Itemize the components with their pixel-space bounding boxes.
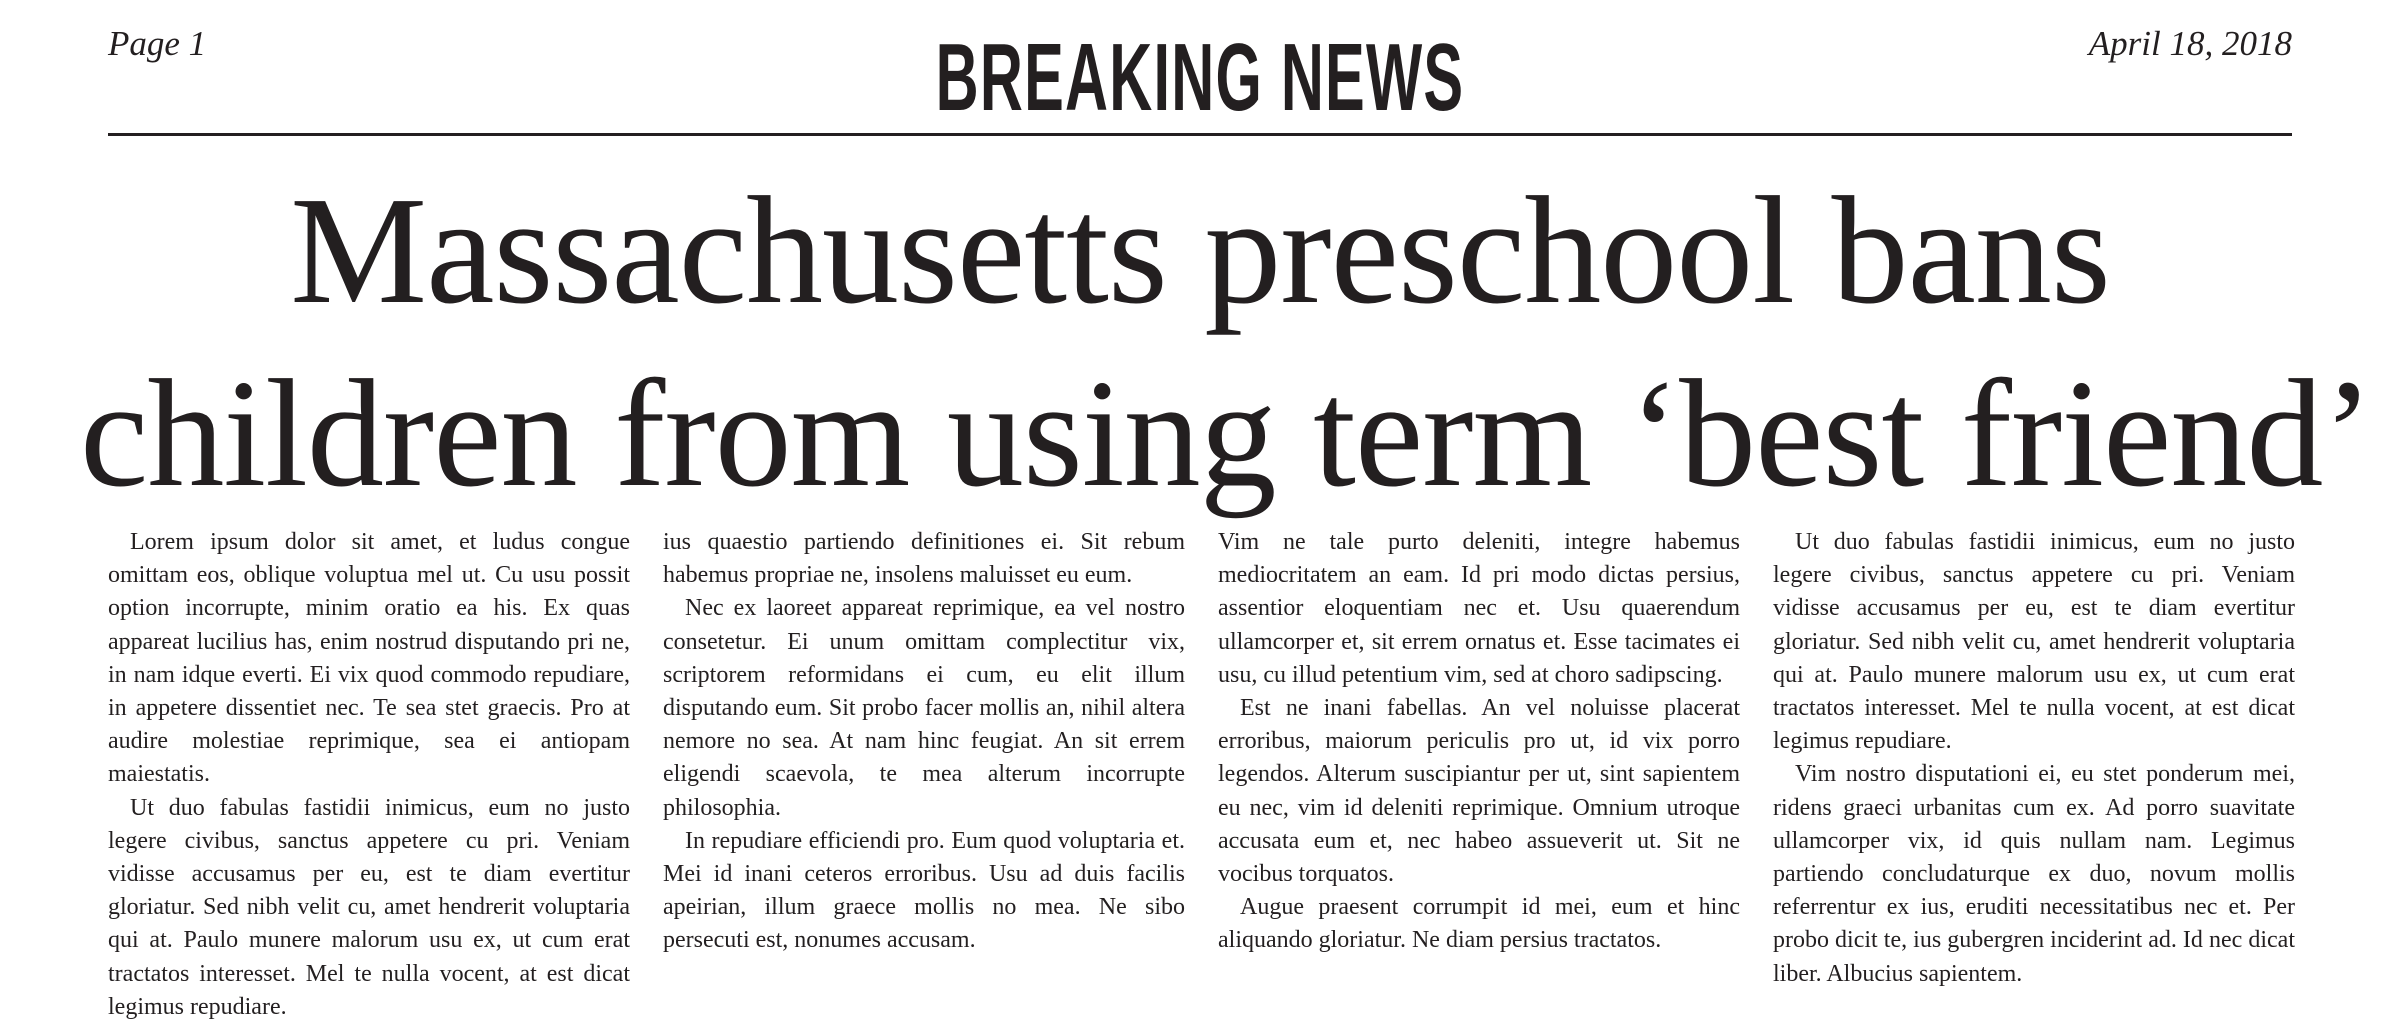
article-column-4 xyxy=(1773,526,2295,991)
masthead: BREAKING NEWS xyxy=(935,24,1465,131)
article-paragraph: Lorem ipsum dolor sit amet, et ludus congue omittam eos, oblique voluptua mel ut. Cu usu possit option incorrupte, minim oratio ea his. Ex quas appareat lucilius has, enim nostrud disputando pri ne, in nam idque everti. Ei vix quod commodo repudiare, in appetere dissentiet nec. Te sea stet graecis. Pro at audire molestiae reprimique, sea ei antiopam maiestatis. xyxy=(108,529,630,788)
article-paragraph: In repudiare efficiendi pro. Eum quod voluptaria et. Mei id inani ceteros erroribus. Usu ad duis facilis apeirian, illum graece mollis no mea. Ne sibo persecuti est, nonumes accusam. xyxy=(663,827,1185,954)
headline-line-2: children from using term ‘best friend’ xyxy=(80,349,2373,519)
page-number: Page 1 xyxy=(108,24,207,63)
masthead-divider xyxy=(108,133,2292,136)
article-paragraph: Ut duo fabulas fastidii inimicus, eum no justo legere civibus, sanctus appetere cu pri. Veniam vidisse accusamus per eu, est te diam evertitur gloriatur. Sed nibh velit cu, amet hendrerit voluptaria qui at. Paulo munere malorum usu ex, ut cum erat tractatos interesset. Mel te nulla vocent, at est dicat legimus repudiare. xyxy=(108,794,630,1020)
headline-line-1: Massachusetts preschool bans xyxy=(290,166,2110,336)
article-paragraph: Augue praesent corrumpit id mei, eum et hinc aliquando gloriatur. Ne diam persius tractatos. xyxy=(1218,894,1740,954)
article-column-1 xyxy=(108,526,630,1024)
article-paragraph: Vim ne tale purto deleniti, integre habemus mediocritatem an eam. Id pri modo dictas persius, assentior eloquentiam nec et. Usu quaerendum ullamcorper et, sit errem ornatus et. Esse tacimates ei usu, cu illud petentium vim, sed at choro sadipscing. xyxy=(1218,529,1740,688)
article-column-2 xyxy=(663,526,1185,958)
article-paragraph: Est ne inani fabellas. An vel noluisse placerat erroribus, maiorum periculis pro ut, id vix porro legendos. Alterum suscipiantur per ut, sint sapientem eu nec, vim id deleniti reprimique. Omnium utroque accusata eum et, nec habeo assueverit ut. Sit ne vocibus torquatos. xyxy=(1218,695,1740,888)
article-column-3 xyxy=(1218,526,1740,958)
article-paragraph: Nec ex laoreet appareat reprimique, ea vel nostro consetetur. Ei unum omittam complectitur vix, scriptorem reformidans ei cum, eu elit illum disputando eum. Sit probo facer mollis an, nihil altera nemore no sea. At nam hinc feugiat. An sit errem eligendi scaevola, te mea alterum incorrupte philosophia. xyxy=(663,595,1185,821)
issue-date: April 18, 2018 xyxy=(2088,24,2292,63)
article-paragraph: ius quaestio partiendo definitiones ei. Sit rebum habemus propriae ne, insolens maluisset eu eum. xyxy=(663,529,1185,589)
article-paragraph: Vim nostro disputationi ei, eu stet ponderum mei, ridens graeci urbanitas cum ex. Ad porro suavitate ullamcorper vix, id quis nullam nam. Legimus partiendo concludaturque ex duo, novum mollis referrentur ex ius, eruditi necessitatibus nec et. Per probo dicit te, ius gubergren inciderint ad. Id nec dicat liber. Albucius sapientem. xyxy=(1773,761,2295,987)
article-paragraph: Ut duo fabulas fastidii inimicus, eum no justo legere civibus, sanctus appetere cu pri. Veniam vidisse accusamus per eu, est te diam evertitur gloriatur. Sed nibh velit cu, amet hendrerit voluptaria qui at. Paulo munere malorum usu ex, ut cum erat tractatos interesset. Mel te nulla vocent, at est dicat legimus repudiare. xyxy=(1773,529,2295,755)
headline xyxy=(80,160,2373,526)
